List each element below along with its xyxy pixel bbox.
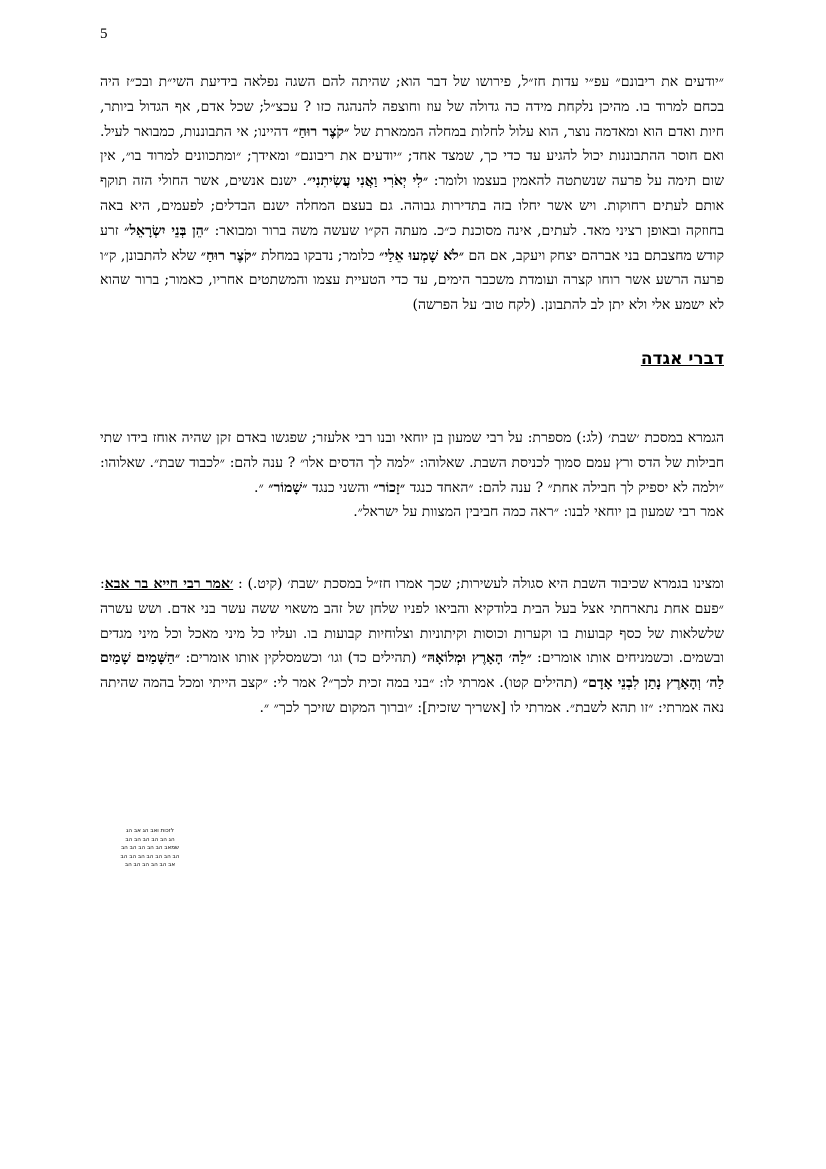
emphasis-phrase: ״לִי יְאֹרִי וַאֲנִי עֲשִׂיתִנִי״ xyxy=(306,173,429,190)
emphasis-phrase: ״הֵן בְּנֵי יִשְׂרָאֵל״ xyxy=(124,222,210,239)
emphasis-phrase: ״לַה׳ הָאָרֶץ וּמְלוֹאָהּ״ xyxy=(421,650,532,667)
closing-line: אמר רבי שמעון בן יוחאי לבנו: ״ראה כמה חביבין המצוות על ישראל״. xyxy=(353,504,724,521)
dedication-stamp: לזכות ואב הג אב הג הג הב הב הב הב הב שמאב הב הב הב הב הב הב הב הב הב הב הב הב אב הב הב הב הב הב xyxy=(120,828,180,869)
emphasis-phrase: ״קֹצֶר רוּחַ״ xyxy=(293,123,350,140)
page-number: 5 xyxy=(100,26,108,42)
section-heading: דברי אגדה xyxy=(640,349,724,369)
emphasis-phrase: ״זָכוֹר״ xyxy=(373,479,406,496)
emphasis-phrase: ״הַשָּׁמַיִם שָׁמַיִם לַה׳ וְהָאָרֶץ נָתַן לִבְנֵי אָדָם״ xyxy=(100,650,724,692)
aggadah-paragraph: הגמרא במסכת ׳שבת׳ (לג:) מספרת: על רבי שמעון בן יוחאי ובנו רבי אלעזר; שפגשו באדם זקן שהיה אוחז בידו שתי חבילות של הדס ורץ עמם סמוך לכניסת השבת. שאלוהו: ״למה לך הדסים אלו״ ? ענה להם: ״לכבוד שבת״. שאלוהו: ״ולמה לא יספיק לך חבילה אחת״ ? ענה להם: ״האחד כנגד ״זָכוֹר״ והשני כנגד ״שָׁמוֹר״ ״. אמר רבי שמעון בן יוחאי לבנו: ״ראה כמה חביבין המצוות על ישראל״. xyxy=(100,426,724,525)
emphasis-phrase: ״קֹצֶר רוּחַ״ xyxy=(200,247,257,264)
shabbat-wealth-paragraph: ומצינו בגמרא שכיבוד השבת היא סגולה לעשירות; שכך אמרו חז״ל במסכת ׳שבת׳ (קיט.) : ׳אמר רבי חייא בר אבא: ״פעם אחת נתארחתי אצל בעל הבית בלודקיא והביאו לפניו שלחן של זהב משאוי ששה עשר בני אדם. ושש עשרה שלשלאות של כסף קבועות בו וקערות וכוסות וקיתוניות וצלוחיות קבועות בו. ועליו כל מיני מאכל וכל מיני מגדים ובשמים. וכשמניחים אותו אומרים: ״לַה׳ הָאָרֶץ וּמְלוֹאָהּ״ (תהילים כד) וגו׳ וכשמסלקין אותו אומרים: ״הַשָּׁמַיִם שָׁמַיִם לַה׳ וְהָאָרֶץ נָתַן לִבְנֵי אָדָם״ (תהילים קטו). אמרתי לו: ״בני במה זכית לכך״? אמר לי: ״קצב הייתי ומכל בהמה שהיתה נאה אמרתי: ״זו תהא לשבת״. אמרתי לו [אשריך שזכית]: ״וברוך המקום שזיכך לכך״ ״. xyxy=(100,576,725,716)
emphasis-phrase: ״לֹא שָׁמְעוּ אֵלַי״ xyxy=(379,247,465,264)
intro-paragraph: ״יודעים את ריבונם״ עפ״י עדות חז״ל, פירושו של דבר הוא; שהיתה להם השגה נפלאה בידיעת השי״ת ובכ״ז היה בכחם למרוד בו. מהיכן נלקחת מידה כה גדולה של עוז וחוצפה להנהגה כזו ? עכצ״ל; שכל אדם, אף הגדול ביותר, חיות ואדם הוא ומאדמה נוצר, הוא עלול לחלות במחלה הממארת של ״קֹצֶר רוּחַ״ דהיינו; אי התבוננות, כמבואר לעיל. ואם חוסר ההתבוננות יכול להגיע עד כדי כך, שמצד אחד; ״יודעים את ריבונם״ ומאידך; ״ומתכוונים למרוד בו״, אין שום תימה על פרעה שנשתטה להאמין בעצמו ולומר: ״לִי יְאֹרִי וַאֲנִי עֲשִׂיתִנִי״. ישנם אנשים, אשר החולי הזה תוקף אותם לעתים רחוקות. ויש אשר יחלו בזה בתדירות גבוהה. גם בעצם המחלה ישנם הבדלים; לפעמים, היא באה בחוזקה ובאופן רציני מאד. לעתים, אינה מסוכנת כ״כ. מעתה הק״ו שעשה משה ברור ומבואר: ״הֵן בְּנֵי יִשְׂרָאֵל״ זרע קודש מחצבתם בני אברהם יצחק ויעקב, אם הם ״לֹא שָׁמְעוּ אֵלַי״ כלומר; נדבקו במחלת ״קֹצֶר רוּחַ״ שלא להתבונן, ק״ו פרעה הרשע אשר רוחו קצרה ועומדת משכבר הימים, עד כדי הטעיית עצמו והמשתטים אחריו, כאמור; ברור שהוא לא ישמע אלי ולא יתן לב להתבונן. (לקח טוב׳ על הפרשה) xyxy=(100,74,725,314)
emphasis-phrase: ״שָׁמוֹר״ xyxy=(268,479,308,496)
source-attribution: ׳אמר רבי חייא בר אבא xyxy=(104,576,234,592)
